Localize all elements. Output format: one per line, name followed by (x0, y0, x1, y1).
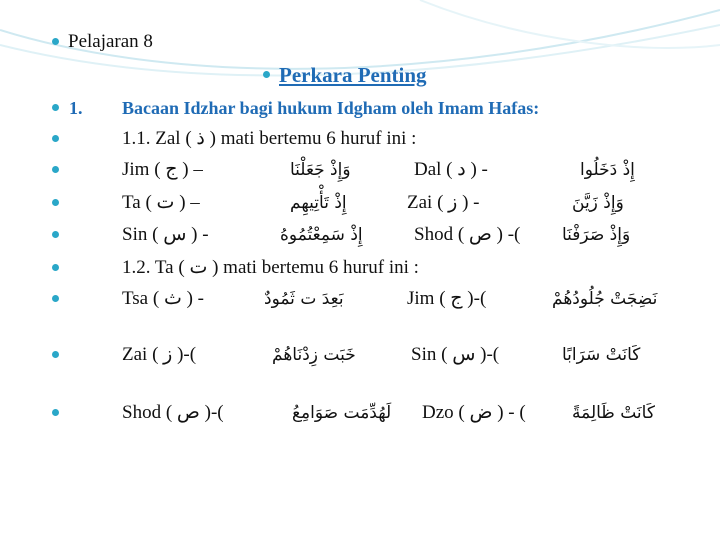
arabic-example-left: إِذْ تَأْتِيهِم (290, 193, 347, 213)
letter-right: Jim ( ج )-( (407, 288, 487, 309)
letter-right: Shod ( ص ) -( (414, 224, 521, 245)
heading-number: 1. (69, 98, 83, 118)
letter-right: Dzo ( ض ) - ( (422, 402, 526, 423)
arabic-example-left: خَبَت زِدْنَاهُمْ (272, 345, 356, 365)
letter-right: Sin ( س )-( (411, 344, 500, 365)
letter-left: Sin ( س ) - (122, 224, 209, 245)
bullet-icon (52, 295, 59, 302)
bullet-icon (52, 38, 59, 45)
arabic-example-left: بَعِدَ ت ثَمُودٌ (264, 289, 344, 309)
arabic-example-right: نَضِجَتْ جُلُودُهُمْ (552, 289, 658, 309)
letter-left: Ta ( ت ) – (122, 192, 200, 213)
letter-right: Zai ( ز ) - (407, 192, 480, 213)
letter-left: Tsa ( ث ) - (122, 288, 204, 309)
letter-left: Shod ( ص )-( (122, 402, 224, 423)
bullet-icon (52, 351, 59, 358)
arabic-example-right: وَإِذْ صَرَفْنَا (562, 225, 631, 245)
bullet-icon (52, 166, 59, 173)
letter-left: Jim ( ج ) – (122, 159, 203, 180)
bullet-icon (52, 264, 59, 271)
bullet-icon (263, 71, 270, 78)
bullet-icon (52, 135, 59, 142)
arabic-example-left: إِذْ سَمِعْتُمُوهُ (280, 225, 363, 245)
arabic-example-right: كَانَتْ سَرَابًا (562, 345, 641, 365)
lesson-label: Pelajaran 8 (68, 31, 153, 52)
bullet-icon (52, 104, 59, 111)
arabic-example-right: إِذْ دَخَلُوا (580, 160, 635, 180)
bullet-icon (52, 231, 59, 238)
arabic-example-left: لَهُدِّمَت صَوَامِعُ (292, 403, 392, 423)
bullet-icon (52, 199, 59, 206)
arabic-example-right: كَانَتْ ظَالِمَةً (572, 403, 655, 423)
heading-text: Bacaan Idzhar bagi hukum Idgham oleh Imam Hafas: (122, 98, 540, 118)
letter-right: Dal ( د ) - (414, 159, 488, 180)
rule-text-2: 1.2. Ta ( ت ) mati bertemu 6 huruf ini : (122, 257, 419, 278)
arabic-example-left: وَإِذْ جَعَلْنَا (290, 160, 351, 180)
bullet-icon (52, 409, 59, 416)
letter-left: Zai ( ز )-( (122, 344, 197, 365)
rule-text-1: 1.1. Zal ( ذ ) mati bertemu 6 huruf ini : (122, 128, 417, 149)
arabic-example-right: وَإِذْ زَيَّنَ (572, 193, 624, 213)
slide-title: Perkara Penting (279, 63, 427, 87)
